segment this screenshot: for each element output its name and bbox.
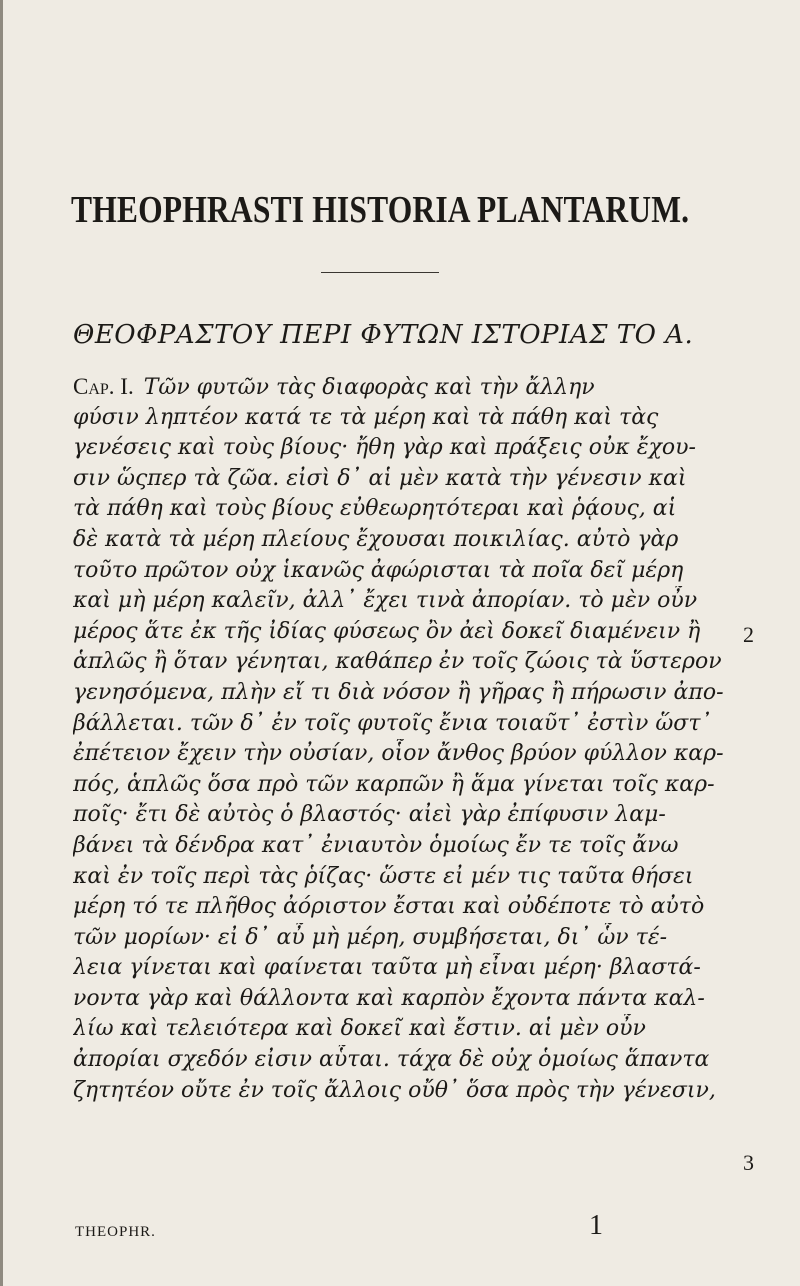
text-line: ἁπλῶς ἢ ὅταν γένηται, καθάπερ ἐν τοῖς ζώοις τὰ ὕστερον — [73, 649, 722, 675]
text-line: ποῖς· ἔτι δὲ αὐτὸς ὁ βλαστός· αἰεὶ γὰρ ἐπίφυσιν λαμ- — [73, 802, 666, 828]
text-line: καὶ ἐν τοῖς περὶ τὰς ῥίζας· ὥστε εἰ μέν τις ταῦτα θήσει — [73, 863, 694, 889]
text-line: τὰ πάθη καὶ τοὺς βίους εὐθεωρητότεραι καὶ ῥᾴους, αἱ — [73, 496, 677, 522]
text-line: καὶ μὴ μέρη καλεῖν, ἀλλ᾿ ἔχει τινὰ ἀπορίαν. τὸ μὲν οὖν — [73, 588, 698, 614]
text-line: βάλλεται. τῶν δ᾿ ἐν τοῖς φυτοῖς ἔνια τοιαῦτ᾿ ἐστὶν ὥστ᾿ — [73, 710, 712, 736]
text-line: δὲ κατὰ τὰ μέρη πλείους ἔχουσαι ποικιλίας. αὐτὸ γὰρ — [73, 526, 679, 552]
margin-section-number: 2 — [743, 622, 754, 647]
text-line: πός, ἁπλῶς ὅσα πρὸ τῶν καρπῶν ἢ ἅμα γίνεται τοῖς καρ- — [73, 771, 715, 797]
text-line: γενέσεις καὶ τοὺς βίους· ἤθη γὰρ καὶ πράξεις οὐκ ἔχου- — [73, 435, 696, 461]
text-line — [73, 372, 733, 403]
text-line: ἀπορίαι σχεδόν εἰσιν αὗται. τάχα δὲ οὐχ ὁμοίως ἅπαντα — [73, 1047, 710, 1073]
title-divider-rule — [321, 272, 439, 273]
text-line: νοντα γὰρ καὶ θάλλοντα καὶ καρπὸν ἔχοντα πάντα καλ- — [73, 985, 705, 1011]
text-line: γενησόμενα, πλὴν εἴ τι διὰ νόσον ἢ γῆρας ἢ πήρωσιν ἀπο- — [73, 679, 724, 705]
text-line: βάνει τὰ δένδρα κατ᾿ ἐνιαυτὸν ὁμοίως ἔν τε τοῖς ἄνω — [73, 832, 679, 858]
text-line: λεια γίνεται καὶ φαίνεται ταῦτα μὴ εἶναι μέρη· βλαστά- — [73, 955, 701, 981]
signature-mark: THEOPHR. — [75, 1224, 156, 1240]
page-number: 1 — [589, 1210, 603, 1241]
text-line: φύσιν ληπτέον κατά τε τὰ μέρη καὶ τὰ πάθη καὶ τὰς — [73, 404, 659, 430]
text-line: μέρος ἅτε ἐκ τῆς ἰδίας φύσεως ὂν ἀεὶ δοκεῖ διαμένειν ἢ — [73, 618, 701, 644]
latin-title: THEOPHRASTI HISTORIA PLANTARUM. — [71, 189, 690, 231]
text-line: ἐπέτειον ἔχειν τὴν οὐσίαν, οἷον ἄνθος βρύον φύλλον καρ- — [73, 741, 724, 767]
text-line: μέρη τό τε πλῆθος ἀόριστον ἔσται καὶ οὐδέποτε τὸ αὐτὸ — [73, 894, 705, 920]
body-text — [73, 372, 733, 1106]
text-line: τοῦτο πρῶτον οὐχ ἱκανῶς ἀφώρισται τὰ ποῖα δεῖ μέρη — [73, 557, 684, 583]
text-line: ζητητέον οὔτε ἐν τοῖς ἄλλοις οὔθ᾿ ὅσα πρὸς τὴν γένεσιν, — [73, 1077, 716, 1103]
text-line: τῶν μορίων· εἰ δ᾿ αὖ μὴ μέρη, συμβήσεται, δι᾿ ὧν τέ- — [73, 924, 668, 950]
chapter-label: Cap. I. — [73, 374, 134, 399]
greek-book-title: ΘΕΟΦΡΑΣΤΟΥ ΠΕΡΙ ΦΥΤΩΝ ΙΣΤΟΡΙΑΣ ΤΟ Α. — [73, 320, 694, 350]
margin-section-number: 3 — [743, 1150, 754, 1175]
text-line: σιν ὥςπερ τὰ ζῶα. εἰσὶ δ᾿ αἱ μὲν κατὰ τὴν γένεσιν καὶ — [73, 465, 687, 491]
text-line-content: Τῶν φυτῶν τὰς διαφορὰς καὶ τὴν ἄλλην — [143, 375, 595, 400]
text-line: λίω καὶ τελειότερα καὶ δοκεῖ καὶ ἔστιν. αἱ μὲν οὖν — [73, 1016, 646, 1042]
